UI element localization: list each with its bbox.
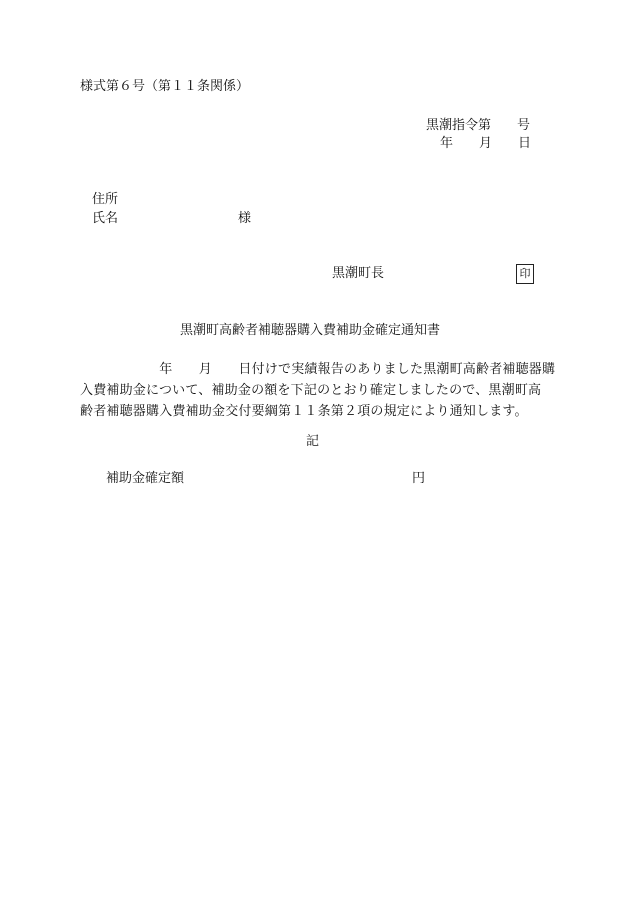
body-line: 入費補助金について、補助金の額を下記のとおり確定しましたので、黒潮町高 <box>80 383 542 398</box>
honorific: 様 <box>238 211 252 226</box>
notation-mark: 記 <box>306 434 320 449</box>
form-number: 様式第６号（第１１条関係） <box>80 79 250 94</box>
document-title: 黒潮町高齢者補聴器購入費補助金確定通知書 <box>180 323 441 338</box>
directive-date: 年 月 日 <box>440 136 532 151</box>
seal-mark: 印 <box>516 264 534 284</box>
directive-number: 黒潮指令第 号 <box>426 118 531 133</box>
name-label: 氏名 <box>92 211 119 226</box>
subsidy-amount-label: 補助金確定額 <box>106 471 185 486</box>
body-line: 齢者補聴器購入費補助金交付要綱第１１条第２項の規定により通知します。 <box>80 404 528 419</box>
body-paragraph <box>80 359 556 422</box>
issuer-title: 黒潮町長 <box>332 266 385 281</box>
subsidy-unit: 円 <box>412 471 426 486</box>
body-line: 年 月 日付けで実績報告のありました黒潮町高齢者補聴器購 <box>80 362 556 377</box>
address-label: 住所 <box>92 192 119 207</box>
